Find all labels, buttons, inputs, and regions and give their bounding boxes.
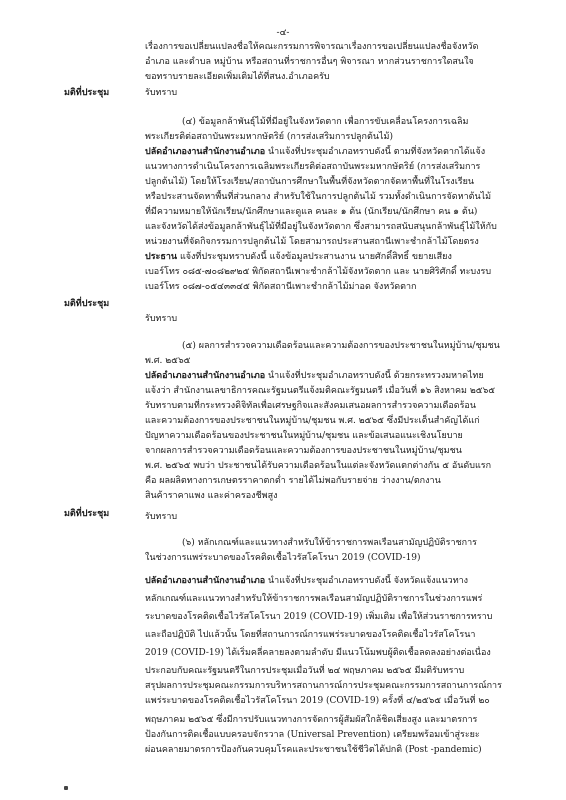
speaker-label: ประธาน (145, 252, 178, 262)
resolution-label: มติที่ประชุม (64, 299, 110, 309)
page-number: -๔- (276, 28, 290, 38)
section-4-heading: (๔) ข้อมูลกล้าพันธุ์ไม้ที่มีอยู่ในจังหวัดตาก เพื่อการขับเคลื่อนโครงการเฉลิม (182, 117, 469, 127)
section-6-line: ระบาดของโรคติดเชื้อไวรัสโคโรนา 2019 (COVID-19) เพิ่มเติม เพื่อให้ส่วนราชการทราบ (145, 612, 493, 622)
section-6-line: แพร่ระบาดของโรคติดเชื้อไวรัสโคโรนา 2019 (COVID-19) ครั้งที่ ๔/๒๕๖๕ เมื่อวันที่ ๒๐ (145, 696, 490, 706)
section-6-line: ป้องกันการติดเชื้อแบบครอบจักรวาล (Universal Prevention) เตรียมพร้อมเข้าสู่ระยะ (145, 730, 480, 740)
section-6-line: ในช่วงการแพร่ระบาดของโรคติดเชื้อไวรัสโคโรนา 2019 (COVID-19) (145, 553, 421, 563)
section-4-line: แนวทางการดำเนินโครงการเฉลิมพระเกียรติต่อสถาบันพระมหากษัตริย์ (การส่งเสริมการ (145, 162, 481, 172)
section-4-line: หรือประสานจัดหาพื้นที่ส่วนกลาง สำหรับใช้ในการปลูกต้นไม้ รวมทั้งดำเนินการจัดหาต้นไม้ (145, 192, 492, 202)
intro-line: เรื่องการขอเปลี่ยนแปลงชื่อให้คณะกรรมการพิจารณาเรื่องการขอเปลี่ยนแปลงชื่อจังหวัด (145, 42, 479, 52)
section-6-line: หลักเกณฑ์และแนวทางสำหรับให้ข้าราชการพลเรือนสามัญปฏิบัติราชการในช่วงการแพร่ (145, 594, 483, 604)
section-5-line: ปลัดอำเภองานสำนักงานอำเภอ นำแจ้งที่ประชุมอำเภอทราบดังนี้ ด้วยกระทรวงมหาดไทย (145, 371, 484, 381)
speaker-label: ปลัดอำเภองานสำนักงานอำเภอ (145, 576, 266, 586)
section-6-line: และถือปฏิบัติ ไปแล้วนั้น โดยที่สถานการณ์การแพร่ระบาดของโรคติดเชื้อไวรัสโคโรนา (145, 630, 476, 640)
section-6-line: ผ่อนคลายมาตรการป้องกันควบคุมโรคและประชาชนใช้ชีวิตได้ปกติ (Post -pandemic) (145, 745, 482, 755)
section-4-line: ปลัดอำเภองานสำนักงานอำเภอ นำแจ้งที่ประชุมอำเภอทราบดังนี้ ตามที่จังหวัดตากได้แจ้ง (145, 147, 486, 157)
section-6-line: สรุปผลการประชุมคณะกรรมการบริหารสถานการณ์การประชุมคณะกรรมการสถานการณ์การ (145, 681, 502, 691)
intro-line: อำเภอ และตำบล หมู่บ้าน หรือสถานที่ราชการอื่นๆ พิจารณา หากส่วนราชการใดสนใจ (145, 57, 474, 67)
section-5-line: จากผลการสำรวจความเดือดร้อนและความต้องการของประชาชนในหมู่บ้าน/ชุมชน (145, 446, 462, 456)
section-6-heading: (๖) หลักเกณฑ์และแนวทางสำหรับให้ข้าราชการพลเรือนสามัญปฏิบัติราชการ (182, 538, 477, 548)
section-4-line: เบอร์โทร ๐๘๗-๐๕๔๓๓๔๕ พิกัดสถานีเพาะชำกล้าไม้ม่าอด จังหวัดตาก (145, 282, 417, 292)
section-6-line: 2019 (COVID-19) ได้เริ่มคลี่คลายลงตามลำดับ มีแนวโน้มพบผู้ติดเชื้อลดลงอย่างต่อเนื่อง (145, 648, 491, 658)
section-5-heading: (๕) ผลการสำรวจความเดือดร้อนและความต้องการของประชาชนในหมู่บ้าน/ชุมชน (182, 341, 500, 351)
resolution-ack: รับทราบ (145, 88, 178, 98)
section-5-line: แจ้งว่า สำนักงานเลขาธิการคณะรัฐมนตรีแจ้งมติคณะรัฐมนตรี เมื่อวันที่ ๑๖ สิงหาคม ๒๕๖๕ (145, 386, 496, 396)
section-4-line: ที่มีความหมายให้นักเรียน/นักศึกษาและดูแล คนละ ๑ ต้น (นักเรียน/นักศึกษา คน ๑ ต้น) (145, 207, 478, 217)
section-5-line: ปัญหาความเดือดร้อนของประชาชนในหมู่บ้าน/ชุมชน และข้อเสนอแนะเชิงนโยบาย (145, 431, 463, 441)
section-5-line: สินค้าราคาแพง และค่าครองชีพสูง (145, 491, 278, 501)
section-4-line: พระเกียรติต่อสถาบันพระมหากษัตริย์ (การส่งเสริมการปลูกต้นไม้) (145, 132, 393, 142)
section-4-line: ปลูกต้นไม้) โดยให้โรงเรียน/สถาบันการศึกษาในพื้นที่จังหวัดตากจัดหาพื้นที่ในโรงเรียน (145, 177, 475, 187)
section-6-line: ปลัดอำเภองานสำนักงานอำเภอ นำแจ้งที่ประชุมอำเภอทราบดังนี้ จังหวัดแจ้งแนวทาง (145, 576, 469, 586)
section-5-line: และความต้องการของประชาชนในหมู่บ้าน/ชุมชน พ.ศ. ๒๕๖๕ ซึ่งมีประเด็นสำคัญได้แก่ (145, 416, 480, 426)
section-4-line: หน่วยงานที่จัดกิจกรรมการปลูกต้นไม้ โดยสามารถประสานสถานีเพาะชำกล้าไม้โดยตรง (145, 237, 479, 247)
speaker-label: ปลัดอำเภองานสำนักงานอำเภอ (145, 147, 266, 157)
section-4-line: และจังหวัดได้ส่งข้อมูลกล้าพันธุ์ไม้ที่มีอยู่ในจังหวัดตาก ซึ่งสามารถสนับสนุนกล้าพันธุ์ไม้ให้กับ (145, 222, 497, 232)
intro-line: ขอทราบรายละเอียดเพิ่มเติมได้ที่สนง.อำเภอครับ (145, 72, 330, 82)
section-5-line: พ.ศ. ๒๕๖๕ (145, 356, 191, 366)
section-6-line: ประกอบกับคณะรัฐมนตรีในการประชุมเมื่อวันที่ ๒๔ พฤษภาคม ๒๕๖๕ มีมติรับทราบ (145, 666, 465, 676)
section-5-line: รับทราบตามที่กระทรวงดิจิทัลเพื่อเศรษฐกิจและสังคมเสนอผลการสำรวจความเดือดร้อน (145, 401, 476, 411)
section-6-line: พฤษภาคม ๒๕๖๕ ซึ่งมีการปรับแนวทางการจัดการผู้สัมผัสใกล้ชิดเสี่ยงสูง และมาตรการ (145, 715, 478, 725)
resolution-label: มติที่ประชุม (64, 88, 110, 98)
speaker-label: ปลัดอำเภองานสำนักงานอำเภอ (145, 371, 266, 381)
section-5-line: คือ ผลผลิตทางการเกษตรราคาตกต่ำ รายได้ไม่พอกับรายจ่าย ว่างงาน/ตกงาน (145, 476, 441, 486)
resolution-label: มติที่ประชุม (64, 509, 110, 519)
resolution-ack: รับทราบ (145, 314, 178, 324)
section-4-line: ประธาน แจ้งที่ประชุมทราบดังนี้ แจ้งข้อมูลประสานงาน นายศักดิ์สิทธิ์ ขยายเสียง (145, 252, 452, 262)
section-5-line: พ.ศ. ๒๕๖๕ พบว่า ประชาชนได้รับความเดือดร้อนในแต่ละจังหวัดแตกต่างกัน ๕ อันดับแรก (145, 461, 492, 471)
resolution-ack: รับทราบ (145, 512, 178, 522)
section-4-line: เบอร์โทร ๐๘๕-๗๐๘๒๙๒๕ พิกัดสถานีเพาะชำกล้าไม้จังหวัดตาก และ นายศิริศักดิ์ ทะบงรบ (145, 267, 492, 277)
margin-mark (64, 786, 68, 790)
